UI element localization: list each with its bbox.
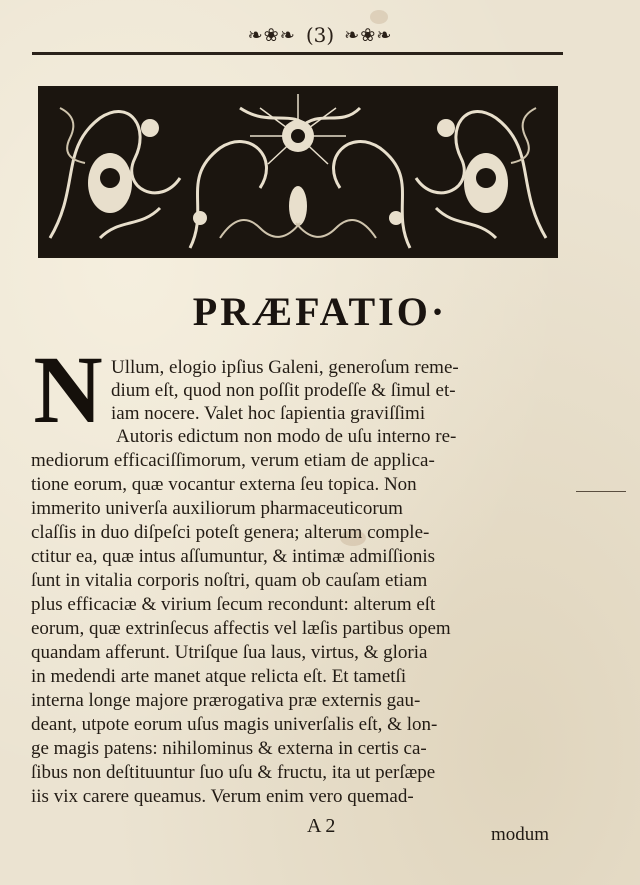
- header-rule: [32, 52, 563, 55]
- signature-mark: A 2: [307, 815, 336, 837]
- drop-cap-letter: N: [33, 336, 103, 443]
- text-line: claſſis in duo diſpeſci poteſt genera; alterum comple-: [31, 522, 430, 543]
- text-line: Autoris edictum non modo de uſu interno re-: [116, 426, 457, 447]
- text-line: immerito univerſa auxiliorum pharmaceuticorum: [31, 498, 403, 519]
- text-line: ge magis patens: nihilominus & externa in certis ca-: [31, 738, 427, 759]
- text-line: ſibus non deſtituuntur ſuo uſu & fructu, ita ut perſæpe: [31, 762, 436, 783]
- text-line: iis vix carere queamus. Verum enim vero quemad-: [31, 786, 414, 807]
- text-line: plus efficaciæ & virium ſecum recondunt: alterum eſt: [31, 594, 436, 615]
- text-line: iam nocere. Valet hoc ſapientia graviſſimi: [111, 403, 426, 424]
- text-line: ſunt in vitalia corporis noſtri, quam ob cauſam etiam: [31, 570, 428, 591]
- drop-cap: [30, 336, 106, 443]
- text-line: eorum, quæ extrinſecus affectis vel læſis partibus opem: [31, 618, 451, 639]
- text-line: in medendi arte manet atque relicta eſt. Et tametſi: [31, 666, 407, 687]
- header-ornament-right-icon: ❧❀❧: [344, 24, 393, 46]
- text-line: Ullum, elogio ipſius Galeni, generoſum reme-: [111, 357, 459, 378]
- margin-mark: [576, 491, 626, 492]
- text-line: quandam afferunt. Utriſque ſua laus, virtus, & gloria: [31, 642, 428, 663]
- text-line: interna longe majore prærogativa præ externis gau-: [31, 690, 421, 711]
- header-ornament-left-icon: ❧❀❧: [247, 24, 296, 46]
- text-line: dium eſt, quod non poſſit prodeſſe & ſimul et-: [111, 380, 456, 401]
- text-line: deant, utpote eorum uſus magis univerſalis eſt, & lon-: [31, 714, 438, 735]
- woodcut-headpiece: [38, 86, 558, 258]
- text-line: mediorum efficaciſſimorum, verum etiam de applica-: [31, 450, 435, 471]
- page-title: PRÆFATIO·: [192, 289, 448, 334]
- catchword: modum: [491, 824, 550, 845]
- text-line: ctitur ea, quæ intus aſſumuntur, & intimæ admiſſionis: [31, 546, 436, 567]
- text-line: tione eorum, quæ vocantur externa ſeu topica. Non: [31, 474, 417, 495]
- running-header: [0, 20, 640, 50]
- woodcut-ornament-icon: [40, 88, 556, 256]
- page-number: (3): [305, 23, 335, 47]
